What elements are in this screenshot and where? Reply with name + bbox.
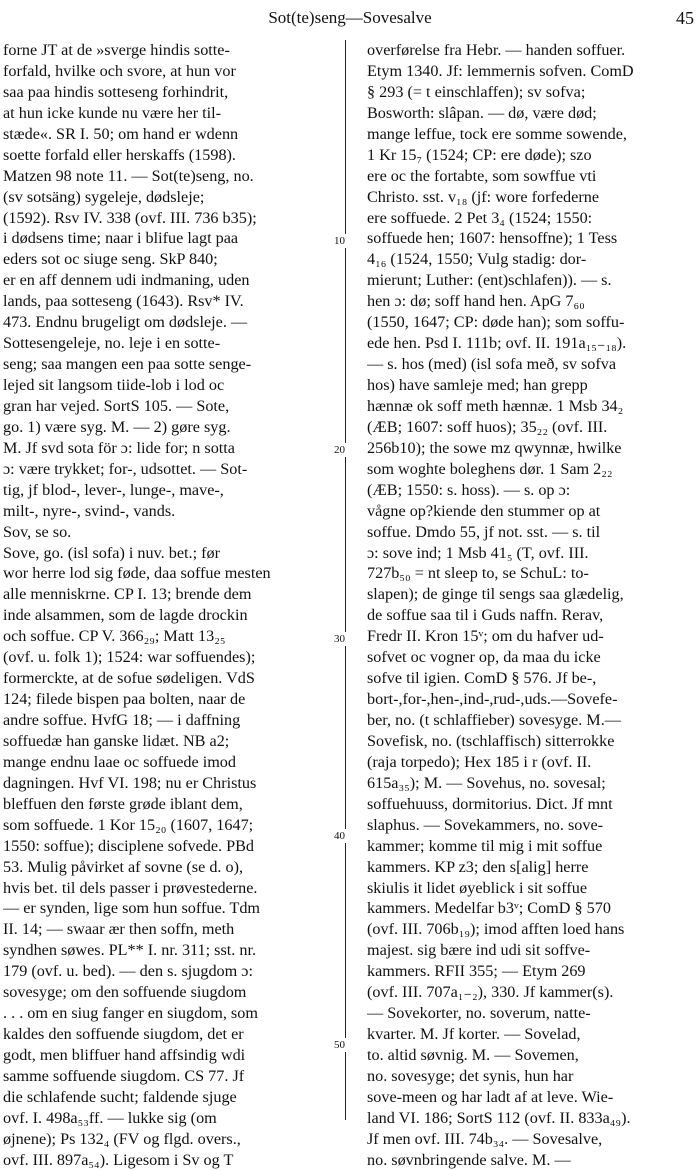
text-line: 4₁₆ (1524, 1550; Vulg stadig: dor- xyxy=(367,250,587,269)
text-line: at hun icke kunde nu være her til- xyxy=(3,103,222,122)
text-line: Matzen 98 note 11. — Sot(te)seng, no. xyxy=(3,166,254,185)
text-line: sove-meen og har ladt af at leve. Wie- xyxy=(367,1087,614,1106)
text-line: (ovf. III. 707a₁₋₂), 330. Jf kammer(s). xyxy=(367,983,614,1002)
text-line: soffuehuuss, dormitorius. Dict. Jf mnt xyxy=(367,794,613,813)
text-line: 1 Kr 15₇ (1524; CP: ere døde); szo xyxy=(367,145,592,164)
text-line: forne JT at de »sverge hindis sotte- xyxy=(3,41,230,59)
text-line: 1550: soffue); disciplene sofvede. PBd xyxy=(3,836,255,855)
text-line: tig, jf blod-, lever-, lunge-, mave-, xyxy=(3,480,224,499)
running-header: Sot(te)seng—Sovesalve xyxy=(268,8,432,27)
text-line: (ovf. III. 706b₁₉); imod afften loed hans xyxy=(367,920,625,939)
text-line: milt-, nyre-, svind-, vands. xyxy=(3,501,176,520)
text-line: mange endnu laae oc soffuede imod xyxy=(3,752,236,771)
text-line: forfald, hvilke och svore, at hun vor xyxy=(3,61,236,80)
text-line: overførelse fra Hebr. — handen soffuer. xyxy=(367,41,626,59)
text-line: soffue. Dmdo 55, jf not. sst. — s. til xyxy=(367,522,601,541)
text-line: øjnene); Ps 132₄ (FV og flgd. overs., xyxy=(3,1129,241,1148)
text-line: sovesyge; om den soffuende siugdom xyxy=(3,983,247,1002)
text-line: Sove, go. (isl sofa) i nuv. bet.; før xyxy=(3,543,220,562)
text-line: (sv sotsäng) sygeleje, dødsleje; xyxy=(3,187,205,206)
text-line: dagningen. Hvf VI. 198; nu er Christus xyxy=(3,773,257,792)
text-line: — er synden, lige som hun soffue. Tdm xyxy=(3,899,261,918)
text-line: no. søvnbringende salve. M. — xyxy=(367,1150,571,1169)
text-line: som soffuede. 1 Kor 15₂₀ (1607, 1647; xyxy=(3,815,254,834)
text-line: 615a₃₅); M. — Sovehus, no. sovesal; xyxy=(367,773,606,792)
text-line: kammer; komme til mig i mit soffue xyxy=(367,836,603,855)
text-line: ovf. III. 897a₅₄). Ligesom i Sv og T xyxy=(3,1150,234,1169)
text-line: Fredr II. Kron 15ᵛ; om du hafver ud- xyxy=(367,627,604,646)
text-line: vågne op?kiende den stummer op at xyxy=(367,501,601,520)
text-line: i dødsens time; naar i blifue lagt paa xyxy=(3,229,239,248)
text-line: land VI. 186; SortS 112 (ovf. II. 833a₄₉). xyxy=(367,1108,631,1127)
right-column xyxy=(367,40,696,1171)
text-line: ovf. I. 498a₅₃ff. — lukke sig (om xyxy=(3,1108,217,1127)
text-line: (raja torpedo); Hex 185 i r (ovf. II. xyxy=(367,752,592,771)
text-line: saa paa hindis sotteseng forhindrit, xyxy=(3,82,229,101)
text-line: stæde«. SR I. 50; om hand er wdenn xyxy=(3,124,239,143)
text-line: to. altid søvnig. M. — Sovemen, xyxy=(367,1046,579,1064)
text-line: bort-,for-,hen-,ind-,rud-,uds.—Sovefe- xyxy=(367,690,618,709)
text-line: (ÆB; 1550: s. hoss). — s. op ɔ: xyxy=(367,480,571,499)
text-line: Jf men ovf. III. 74b₃₄. — Sovesalve, xyxy=(367,1129,603,1148)
text-line: 727b₅₀ = nt sleep to, se SchuL: to- xyxy=(367,564,589,583)
text-line: mange leffue, tock ere somme sowende, xyxy=(367,124,627,143)
text-line: no. sovesyge; det synis, hun har xyxy=(367,1066,574,1085)
column-divider xyxy=(345,40,346,1120)
text-line: 256b10); the sowe mz qwynnæ, hwilke xyxy=(367,438,622,457)
text-line: skiulis it lidet øyeblick i sit soffue xyxy=(367,878,588,897)
text-line: kammers. KP z3; den s[alig] herre xyxy=(367,857,589,876)
text-line: Sov, se so. xyxy=(3,522,72,541)
text-line: kaldes den soffuende siugdom, det er xyxy=(3,1025,244,1044)
text-line: die schlafende sucht; faldende sjuge xyxy=(3,1087,237,1106)
text-line: eders sot oc siuge seng. SkP 840; xyxy=(3,250,218,269)
line-number-50: 50 xyxy=(334,1038,352,1052)
text-line: hænnæ ok soff meth hænnæ. 1 Msb 34₂ xyxy=(367,396,624,415)
text-line: ɔ: være trykket; for-, udsottet. — Sot- xyxy=(3,459,248,478)
text-line: kammers. Medelfar b3ᵛ; ComD § 570 xyxy=(367,899,611,918)
text-line: lejed sit langsom tiide-lob i lod oc xyxy=(3,376,225,394)
text-line: bleffuen den første grøde iblant dem, xyxy=(3,794,243,813)
text-line: Sovefisk, no. (tschlaffisch) sitterrokke xyxy=(367,731,615,750)
text-line: de soffue saa til i Guds naffn. Rerav, xyxy=(367,606,604,625)
text-line: go. 1) være syg. M. — 2) gøre syg. xyxy=(3,417,231,436)
text-line: och soffue. CP V. 366₂₉; Matt 13₂₅ xyxy=(3,627,226,646)
text-line: kammers. RFII 355; — Etym 269 xyxy=(367,962,586,981)
text-line: 124; filede bispen paa bolten, naar de xyxy=(3,690,246,709)
line-number-10: 10 xyxy=(334,234,352,248)
text-line: . . . om en siug fanger en siugdom, som xyxy=(3,1004,258,1023)
text-line: andre soffue. HvfG 18; — i daffning xyxy=(3,711,241,729)
text-line: er en aff dennem udi indmaning, uden xyxy=(3,271,250,290)
text-line: Etym 1340. Jf: lemmernis sofven. ComD xyxy=(367,61,634,80)
text-line: Christo. sst. v₁₈ (jf: wore forfederne xyxy=(367,187,600,206)
text-line: ber, no. (t schlaffieber) sovesyge. M.— xyxy=(367,711,621,729)
text-line: (ÆB; 1607: soff huos); 35₂₂ (ovf. III. xyxy=(367,417,608,436)
text-line: 53. Mulig påvirket af sovne (se d. o), xyxy=(3,857,244,876)
text-line: — Sovekorter, no. soverum, natte- xyxy=(367,1004,591,1023)
left-column xyxy=(3,40,336,1171)
text-line: seng; saa mangen een paa sotte senge- xyxy=(3,355,252,374)
text-line: II. 14; — swaar ær then soffn, meth xyxy=(3,920,235,939)
text-line: sofvet oc vogner op, da maa du icke xyxy=(367,648,601,667)
line-number-20: 20 xyxy=(334,443,352,457)
text-line: samme soffuende siugdom. CS 77. Jf xyxy=(3,1066,245,1085)
text-line: godt, men bliffuer hand affsindig wdi xyxy=(3,1046,246,1064)
text-line: — s. hos (med) (isl sofa með, sv sofva xyxy=(367,355,617,374)
text-line: (ovf. u. folk 1); 1524: war soffuendes); xyxy=(3,648,256,667)
text-line: ede hen. Psd I. 111b; ovf. II. 191a₁₅₋₁₈). xyxy=(367,334,627,353)
text-line: M. Jf svd sota för ɔ: lide for; n sotta xyxy=(3,438,235,457)
text-line: (1592). Rsv IV. 338 (ovf. III. 736 b35); xyxy=(3,208,257,227)
text-line: ɔ: sove ind; 1 Msb 41₅ (T, ovf. III. xyxy=(367,543,589,562)
text-line: hos) have samleje med; han grepp xyxy=(367,376,588,394)
text-line: soette forfald eller herskaffs (1598). xyxy=(3,145,236,164)
text-line: 473. Endnu brugeligt om dødsleje. — xyxy=(3,313,248,332)
text-line: Sottesengeleje, no. leje i en sotte- xyxy=(3,334,221,353)
text-line: majest. sig bære ind udi sit soffve- xyxy=(367,941,591,960)
text-line: soffuedæ han ganske lidæt. NB a2; xyxy=(3,731,230,750)
text-line: inde alsammen, som de lagde drockin xyxy=(3,606,248,625)
text-line: § 293 (= t einschlaffen); sv sofva; xyxy=(367,82,586,101)
text-line: hen ɔ: dø; soff hand hen. ApG 7₆₀ xyxy=(367,292,585,311)
text-line: ere soffuede. 2 Pet 3₄ (1524; 1550: xyxy=(367,208,593,227)
text-line: syndhen søwes. PL** I. nr. 311; sst. nr. xyxy=(3,941,257,960)
text-line: kvarter. M. Jf korter. — Sovelad, xyxy=(367,1025,581,1044)
text-line: (1550, 1647; CP: døde han); som soffu- xyxy=(367,313,625,332)
text-line: ere oc the fortabte, som sowffue vti xyxy=(367,166,597,185)
line-number-30: 30 xyxy=(334,632,352,646)
text-line: gran har vejed. SortS 105. — Sote, xyxy=(3,396,230,415)
line-number-40: 40 xyxy=(334,829,352,843)
text-line: hvis bet. til dels passer i prøvestederne. xyxy=(3,878,258,897)
text-line: Bosworth: slâpan. — dø, være død; xyxy=(367,103,597,122)
page-number: 45 xyxy=(676,8,694,28)
text-line: slaphus. — Sovekammers, no. sove- xyxy=(367,815,604,834)
text-line: 179 (ovf. u. bed). — den s. sjugdom ɔ: xyxy=(3,962,253,981)
text-line: wor herre lod sig føde, daa soffue mesten xyxy=(3,564,271,583)
text-line: som woghte boleghens dør. 1 Sam 2₂₂ xyxy=(367,459,613,478)
text-line: alle menniskrne. CP I. 13; brende dem xyxy=(3,585,252,604)
text-line: soffuede hen; 1607: hensoffne); 1 Tess xyxy=(367,229,618,248)
text-line: mierunt; Luther: (ent)schlafen)). — s. xyxy=(367,271,612,290)
text-line: slapen); de ginge til sengs saa glædelig, xyxy=(367,585,624,604)
text-line: formerckte, at de sofue sødeligen. VdS xyxy=(3,669,255,688)
text-line: sofve til igien. ComD § 576. Jf be-, xyxy=(367,669,597,688)
text-line: lands, paa sotteseng (1643). Rsv* IV. xyxy=(3,292,244,311)
